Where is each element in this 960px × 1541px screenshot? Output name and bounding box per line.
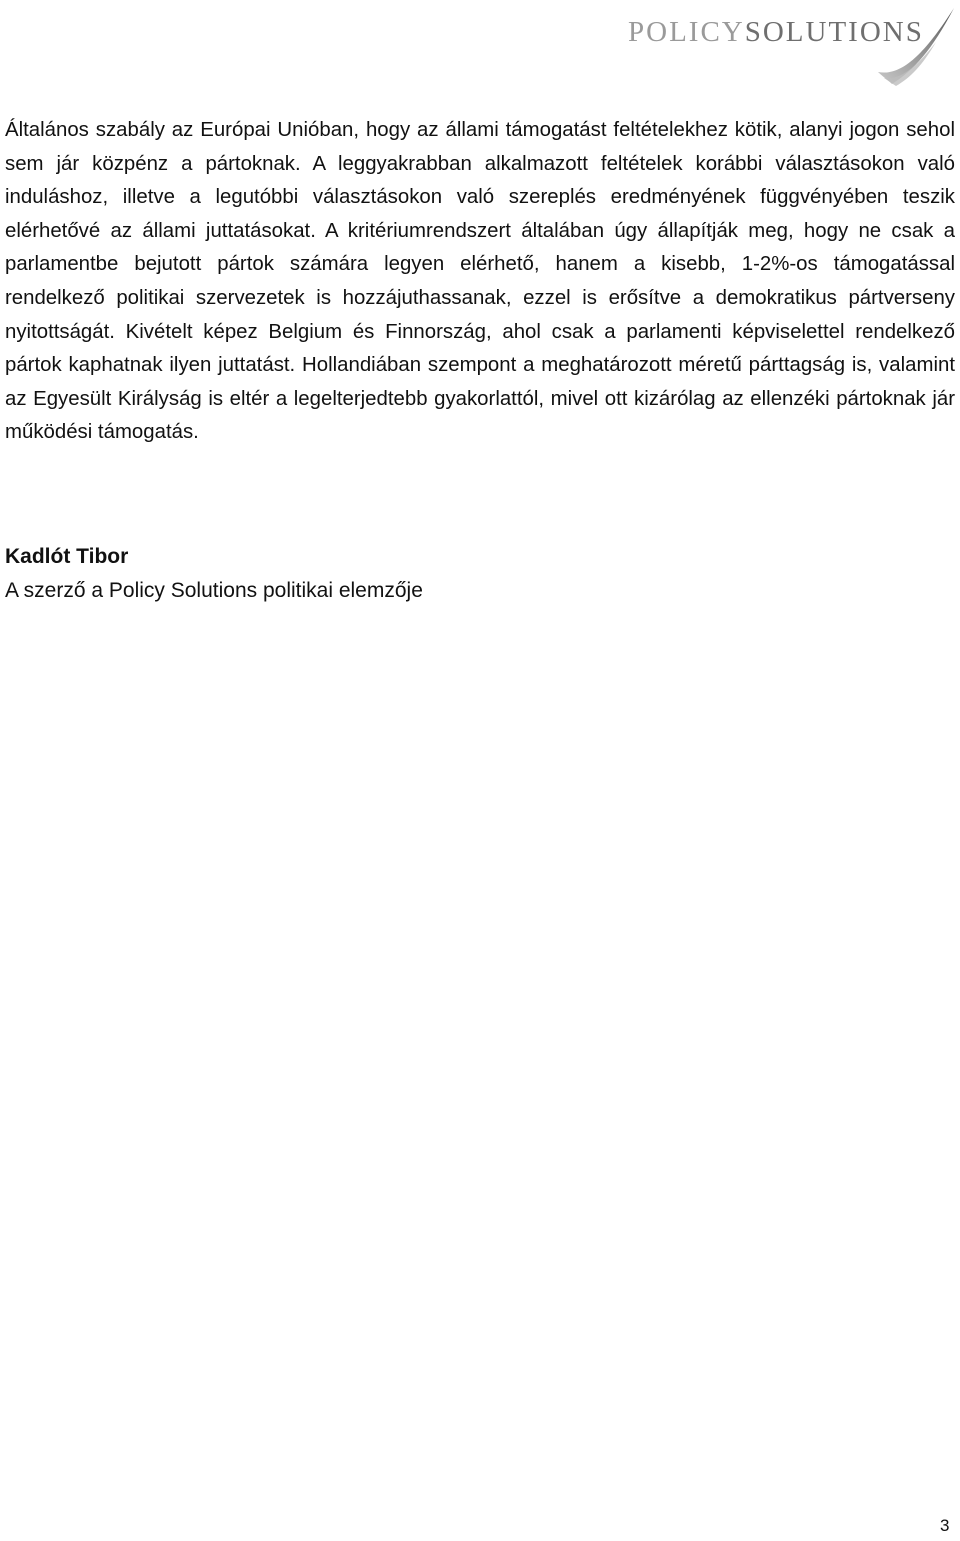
- article-paragraph: Általános szabály az Európai Unióban, hogy az állami támogatást feltételekhez kötik, alanyi jogon sehol sem jár közpénz a pártoknak. A leggyakrabban alkalmazott feltételek korábbi választásokon való induláshoz, illetve a legutóbbi választásokon való szereplés eredményének függvényében teszik elérhetővé az állami juttatásokat. A kritériumrendszert általában úgy állapítják meg, hogy ne csak a parlamentbe bejutott pártok számára legyen elérhető, hanem a kisebb, 1-2%-os támogatással rendelkező politikai szervezetek is hozzájuthassanak, ezzel is erősítve a demokratikus pártverseny nyitottságát. Kivételt képez Belgium és Finnország, ahol csak a parlamenti képviselettel rendelkező pártok kaphatnak ilyen juttatást. Hollandiában szempont a meghatározott méretű párttagság is, valamint az Egyesült Királyság is eltér a legelterjedtebb gyakorlattól, mivel ott kizárólag az ellenzéki pártoknak jár működési támogatás.: [5, 119, 955, 444]
- policy-solutions-logo: [600, 6, 960, 90]
- page-number: 3: [940, 1516, 950, 1535]
- author-name: Kadlót Tibor: [5, 545, 129, 568]
- swoosh-logo-icon: [870, 6, 960, 90]
- author-description: A szerző a Policy Solutions politikai elemzője: [5, 579, 423, 602]
- logo-word-solutions: SOLUTIONS: [744, 16, 924, 48]
- logo-word-policy: POLICY: [628, 16, 745, 48]
- author-block: [5, 540, 705, 608]
